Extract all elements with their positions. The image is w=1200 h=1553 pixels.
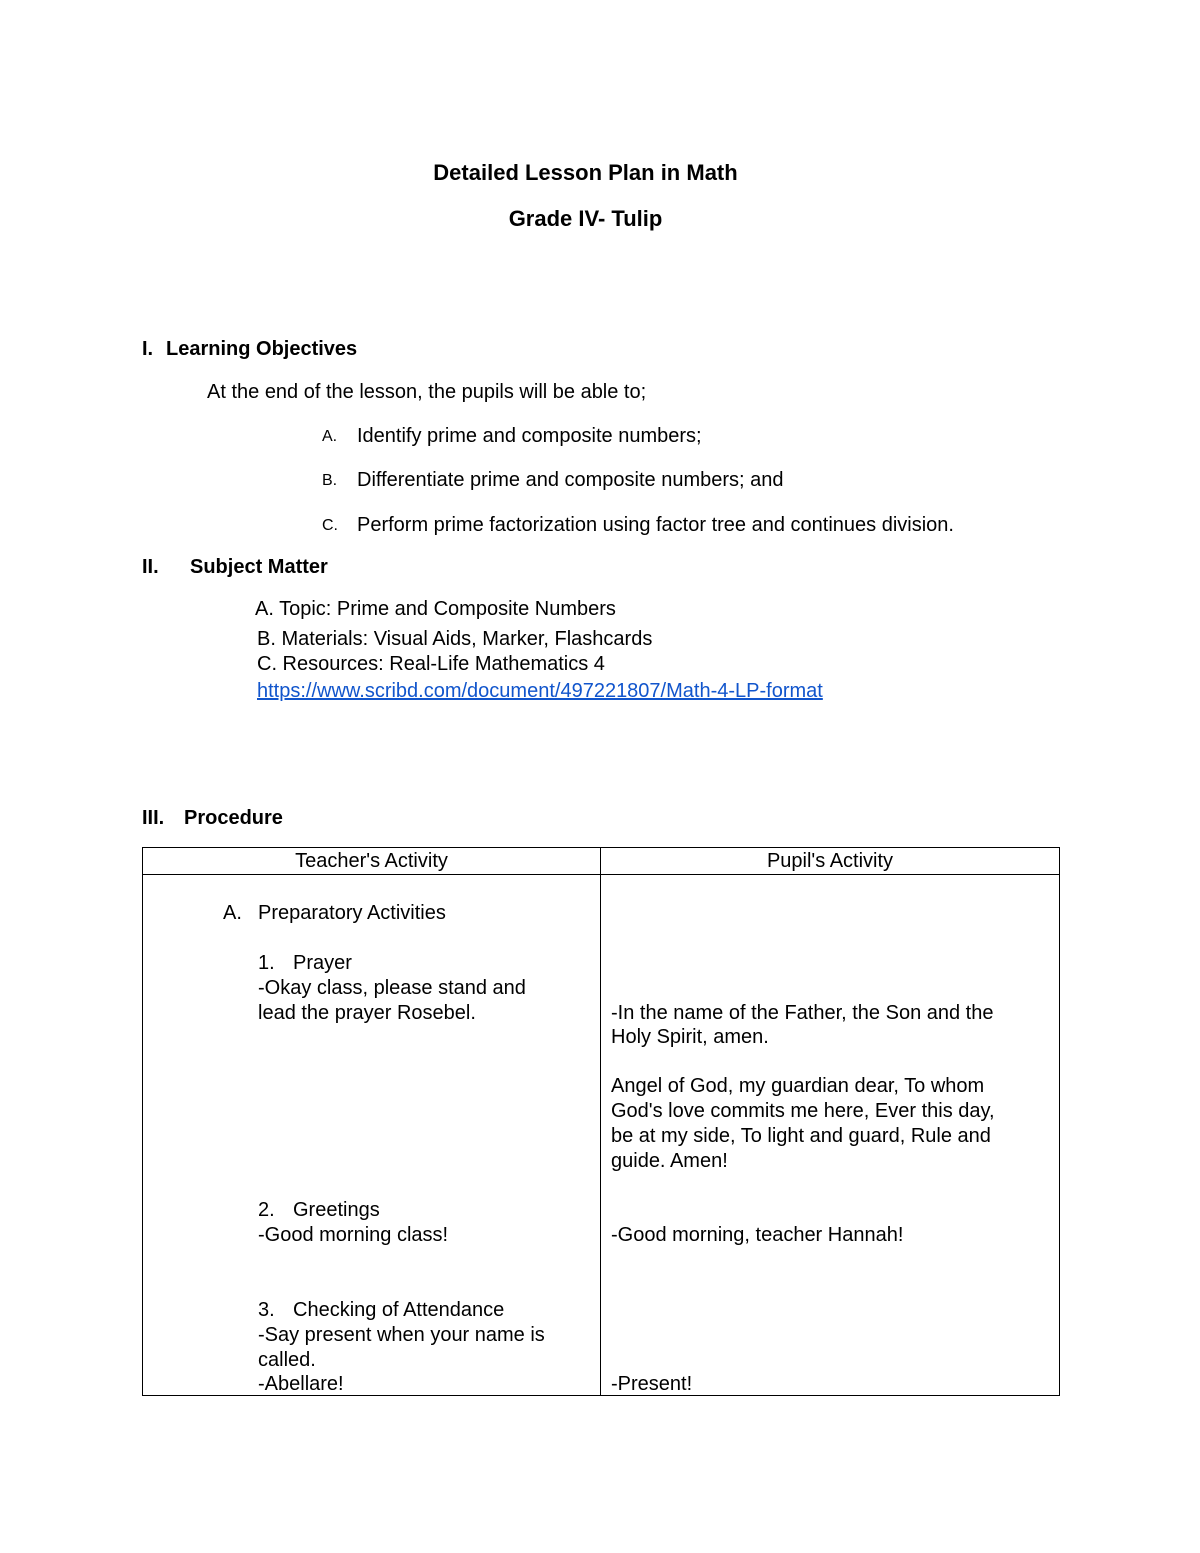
subject-resources: C. Resources: Real-Life Mathematics 4 [257,653,605,675]
resource-link[interactable]: https://www.scribd.com/document/497221807/Math-4-LP-format [257,680,823,702]
pupil-activity-header: Pupil's Activity [601,848,1060,875]
pupil-angel-prayer-line3: be at my side, To light and guard, Rule and [611,1125,991,1147]
pupil-activity-cell [601,875,1060,1396]
prayer-title: Prayer [293,952,352,974]
attendance-line1: -Say present when your name is [258,1324,545,1346]
pupil-angel-prayer-line4: guide. Amen! [611,1150,728,1172]
teacher-activity-cell [143,875,601,1396]
pupil-angel-prayer-line1: Angel of God, my guardian dear, To whom [611,1075,985,1097]
document-title: Detailed Lesson Plan in Math [433,160,738,185]
objective-letter-a: A. [322,428,338,445]
objective-letter-b: B. [322,472,338,489]
document-subtitle: Grade IV- Tulip [508,206,663,231]
subject-topic: A. Topic: Prime and Composite Numbers [255,598,616,620]
objectives-intro: At the end of the lesson, the pupils will be able to; [207,381,647,403]
objective-item-b: Differentiate prime and composite numbers; and [357,469,784,491]
table-header-row [143,848,1060,875]
objective-letter-c: C. [322,517,338,534]
section-letter: A. [223,902,242,924]
table-row [143,875,1060,1396]
objective-item-a: Identify prime and composite numbers; [357,425,702,447]
objectives-heading-number: I. [142,338,154,360]
procedure-heading-number: III. [142,807,165,829]
section-title: Preparatory Activities [258,902,446,924]
subject-materials: B. Materials: Visual Aids, Marker, Flashcards [257,628,653,650]
objectives-heading: Learning Objectives [166,338,358,360]
greetings-line: -Good morning class! [258,1224,449,1246]
subject-heading-number: II. [142,556,159,578]
attendance-title: Checking of Attendance [293,1299,505,1321]
attendance-line2: called. [258,1349,316,1371]
pupil-attendance: -Present! [611,1373,693,1395]
pupil-greeting: -Good morning, teacher Hannah! [611,1224,904,1246]
procedure-table [142,847,1060,1396]
greetings-title: Greetings [293,1199,380,1221]
attendance-number: 3. [258,1299,275,1321]
subject-heading: Subject Matter [190,556,328,578]
teacher-activity-header: Teacher's Activity [143,848,601,875]
objective-item-c: Perform prime factorization using factor tree and continues division. [357,514,954,536]
prayer-instruction-line2: lead the prayer Rosebel. [258,1002,476,1024]
prayer-instruction-line1: -Okay class, please stand and [258,977,526,999]
procedure-heading: Procedure [184,807,283,829]
pupil-prayer-line2: Holy Spirit, amen. [611,1026,769,1048]
greetings-number: 2. [258,1199,275,1221]
attendance-line3: -Abellare! [258,1373,344,1395]
pupil-prayer-line1: -In the name of the Father, the Son and the [611,1002,994,1024]
prayer-number: 1. [258,952,275,974]
pupil-angel-prayer-line2: God's love commits me here, Ever this day, [611,1100,995,1122]
